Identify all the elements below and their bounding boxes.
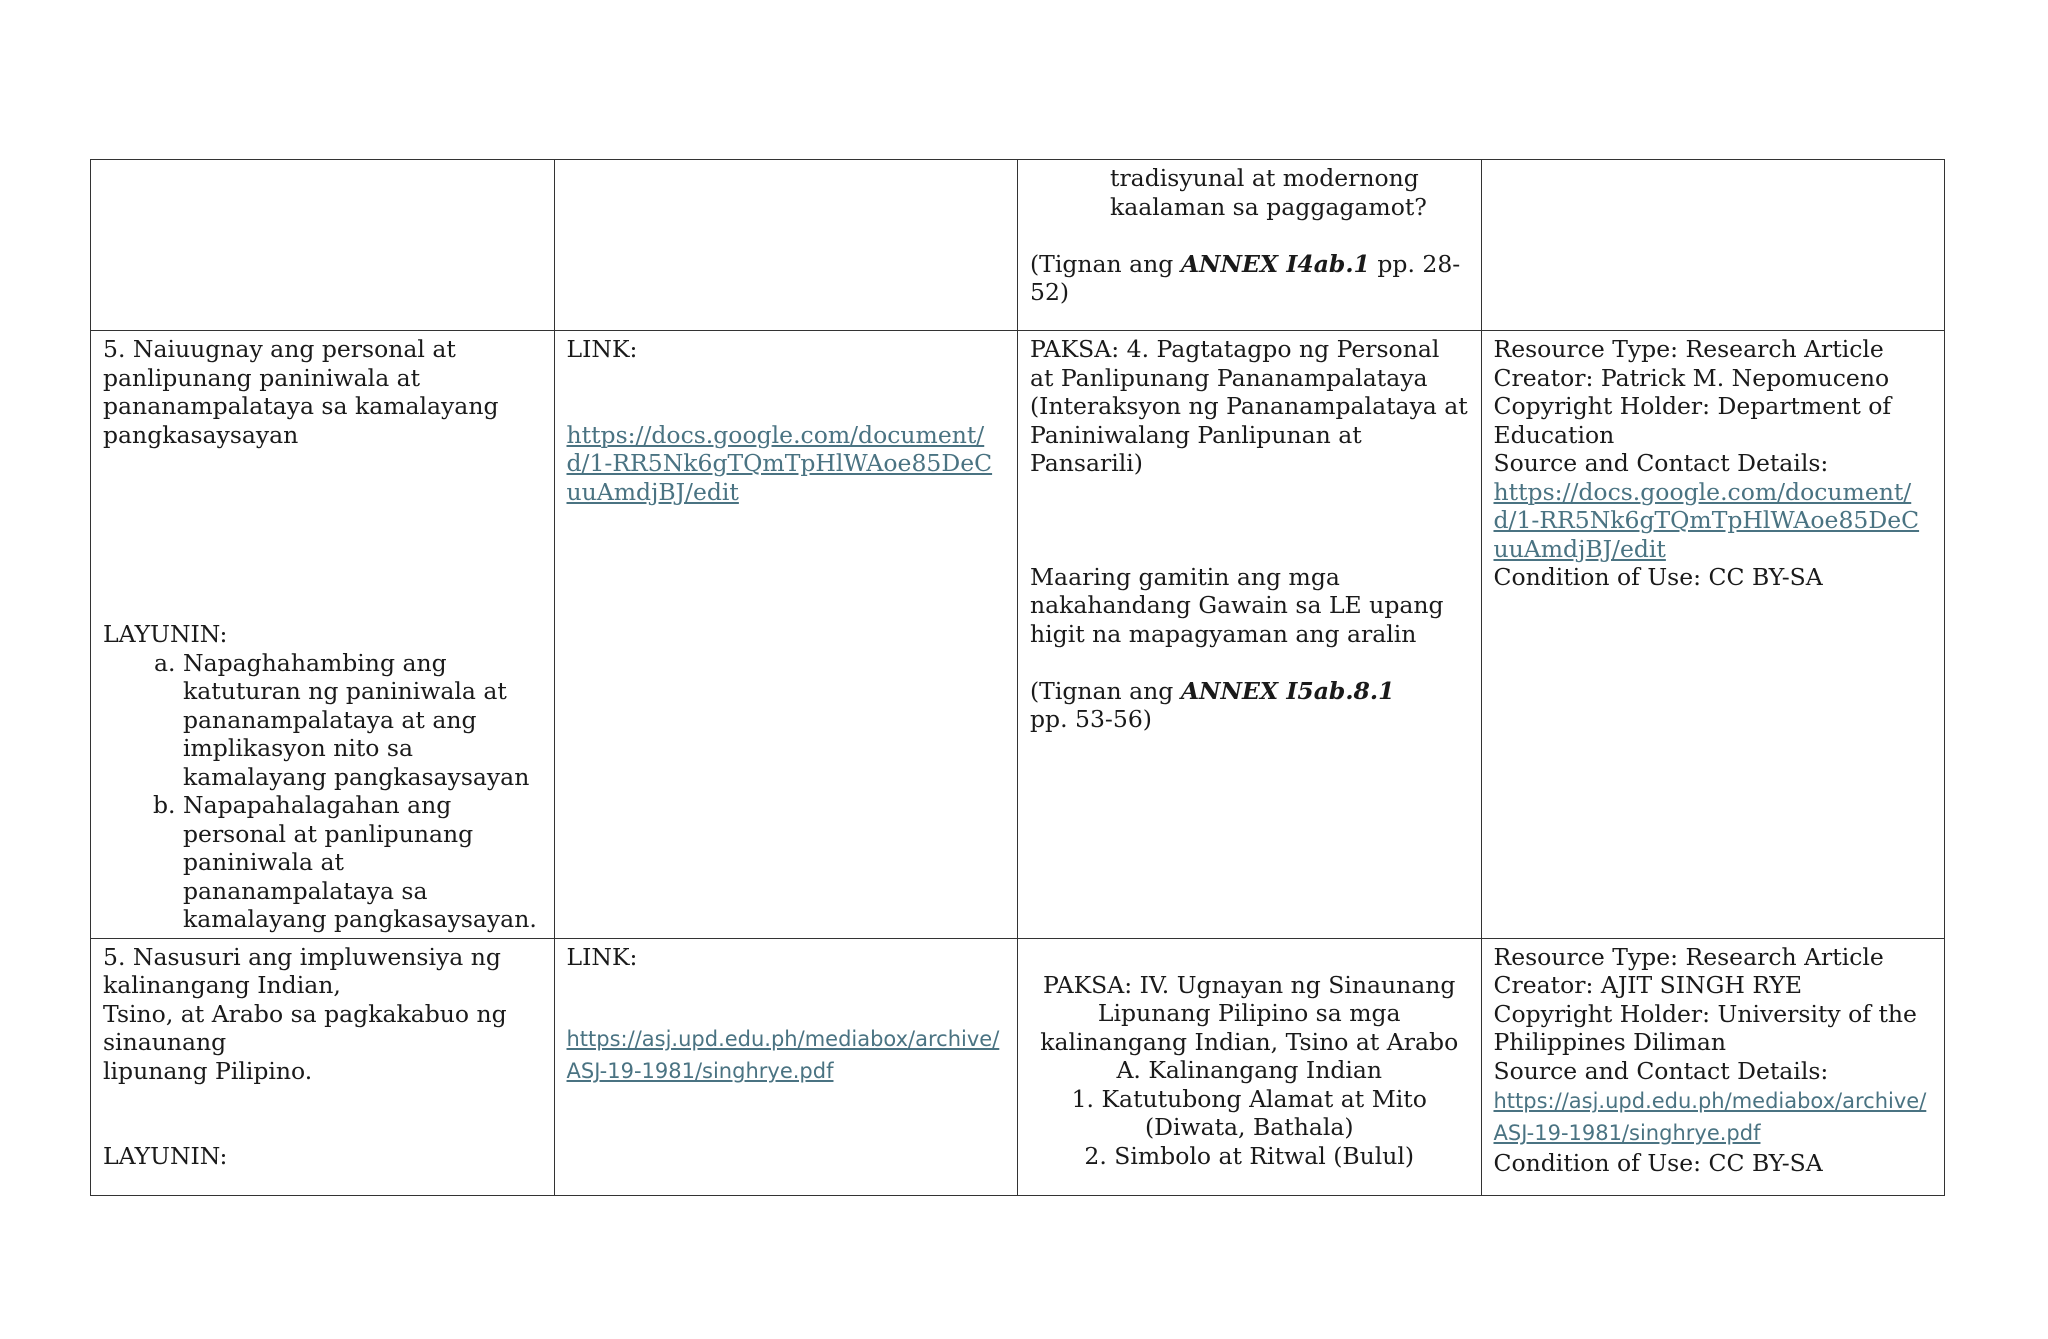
link-cell bbox=[554, 331, 1018, 939]
competency-cell bbox=[91, 938, 555, 1195]
link-label: LINK: bbox=[566, 335, 638, 363]
objectives-list bbox=[103, 649, 542, 934]
copyright-holder: Copyright Holder: Department of Education bbox=[1493, 392, 1892, 449]
competency-text: 5. Nasusuri ang impluwensiya ng kalinangang Indian, bbox=[103, 942, 501, 999]
objective-item: a. Napaghahambing ang katuturan ng paniniwala at pananampalataya at ang implikasyon nito sa kamalayang pangkasaysayan bbox=[183, 649, 542, 792]
source-link[interactable]: https://docs.google.com/document/d/1-RR5Nk6gTQmTpHlWAoe85DeCuuAmdjBJ/edit bbox=[1493, 477, 1920, 563]
topic-item: 2. Simbolo at Ritwal (Bulul) bbox=[1084, 1141, 1415, 1170]
source-label: Source and Contact Details: bbox=[1493, 449, 1829, 477]
copyright-holder: Copyright Holder: University of the Philippines Diliman bbox=[1493, 999, 1917, 1056]
topic-text: PAKSA: IV. Ugnayan ng Sinaunang Lipunang Pilipino sa mga kalinangang Indian, Tsino at Arabo bbox=[1040, 970, 1459, 1056]
table-row bbox=[91, 938, 1945, 1195]
competency-text: 5. Naiuugnay ang personal at panlipunang paniniwala at pananampalataya sa kamalayang pangkasaysayan bbox=[103, 335, 499, 449]
table-row bbox=[91, 160, 1945, 331]
annex-reference: (Tignan ang ANNEX I5ab.8.1 pp. 53-56) bbox=[1030, 676, 1395, 733]
resource-type: Resource Type: Research Article bbox=[1493, 335, 1884, 363]
objective-item: b. Napapahalagahan ang personal at panlipunang paniniwala at pananampalataya sa kamalayang pangkasaysayan. bbox=[183, 791, 542, 934]
competency-cell bbox=[91, 331, 555, 939]
topic-cell bbox=[1018, 160, 1482, 331]
link-label: LINK: bbox=[566, 942, 638, 971]
resource-link[interactable]: https://asj.upd.edu.ph/mediabox/archive/ASJ-19-1981/singhrye.pdf bbox=[566, 1027, 1000, 1083]
objectives-label: LAYUNIN: bbox=[103, 1142, 228, 1170]
table-row bbox=[91, 331, 1945, 939]
annex-code: ANNEX I5ab.8.1 bbox=[1180, 676, 1395, 705]
competency-cell bbox=[91, 160, 555, 331]
topic-subheading: A. Kalinangang Indian bbox=[1116, 1056, 1383, 1084]
continuation-line: kaalaman sa paggagamot? bbox=[1110, 192, 1427, 221]
link-cell bbox=[554, 938, 1018, 1195]
source-link[interactable]: https://asj.upd.edu.ph/mediabox/archive/ASJ-19-1981/singhrye.pdf bbox=[1493, 1089, 1927, 1145]
competency-text: Tsino, at Arabo sa pagkakabuo ng sinaunang bbox=[103, 999, 507, 1056]
resource-cell bbox=[1481, 331, 1945, 939]
condition-of-use: Condition of Use: CC BY-SA bbox=[1493, 1149, 1823, 1177]
annex-reference: (Tignan ang ANNEX I4ab.1 pp. 28-52) bbox=[1030, 249, 1461, 306]
objectives-label: LAYUNIN: bbox=[103, 620, 228, 648]
topic-cell bbox=[1018, 938, 1482, 1195]
link-cell bbox=[554, 160, 1018, 331]
source-label: Source and Contact Details: bbox=[1493, 1056, 1829, 1085]
topic-cell bbox=[1018, 331, 1482, 939]
creator: Creator: Patrick M. Nepomuceno bbox=[1493, 363, 1890, 392]
resource-cell bbox=[1481, 938, 1945, 1195]
continuation-line: tradisyunal at modernong bbox=[1110, 164, 1419, 192]
competency-text: lipunang Pilipino. bbox=[103, 1056, 313, 1085]
topic-text: PAKSA: 4. Pagtatagpo ng Personal at Panlipunang Pananampalataya (Interaksyon ng Pananampalataya at Paniniwalang Panlipunan at Pansarili) bbox=[1030, 335, 1468, 477]
resource-type: Resource Type: Research Article bbox=[1493, 942, 1884, 971]
curriculum-table bbox=[90, 159, 1945, 1196]
resource-link[interactable]: https://docs.google.com/document/d/1-RR5Nk6gTQmTpHlWAoe85DeCuuAmdjBJ/edit bbox=[566, 420, 993, 506]
resource-cell bbox=[1481, 160, 1945, 331]
activity-note: Maaring gamitin ang mga nakahandang Gawain sa LE upang higit na mapagyaman ang aralin bbox=[1030, 562, 1444, 648]
condition-of-use: Condition of Use: CC BY-SA bbox=[1493, 563, 1823, 591]
annex-code: ANNEX I4ab.1 bbox=[1180, 249, 1370, 278]
topic-item: 1. Katutubong Alamat at Mito (Diwata, Bathala) bbox=[1071, 1084, 1427, 1141]
creator: Creator: AJIT SINGH RYE bbox=[1493, 971, 1802, 999]
